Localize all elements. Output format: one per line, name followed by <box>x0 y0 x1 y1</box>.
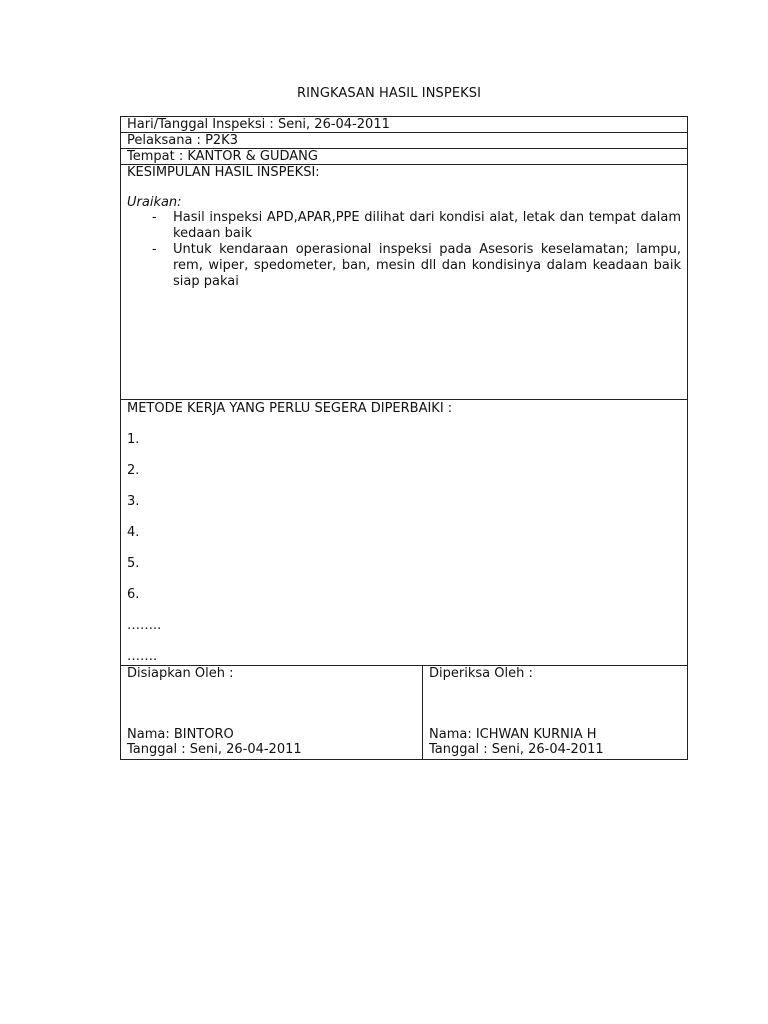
method-item: 2. <box>127 463 140 478</box>
method-item: …….. <box>127 618 162 633</box>
checked-by-label: Diperiksa Oleh : <box>429 666 533 681</box>
summary-list <box>127 210 681 290</box>
place-row: Tempat : KANTOR & GUDANG <box>121 149 687 165</box>
method-item: 6. <box>127 587 140 602</box>
summary-item-text: Untuk kendaraan operasional inspeksi pada Asesoris keselamatan; lampu, rem, wiper, spedometer, ban, mesin dll dan kondisinya dalam keadaan baik siap pakai <box>173 242 681 289</box>
bullet-marker: - <box>152 210 157 225</box>
inspection-form <box>120 116 688 760</box>
prepared-by-name: Nama: BINTORO <box>127 727 234 742</box>
signature-row <box>121 666 687 759</box>
summary-item <box>127 242 681 290</box>
method-item: 5. <box>127 556 140 571</box>
method-item: 1. <box>127 432 140 447</box>
summary-section <box>121 165 687 400</box>
summary-item-text: Hasil inspeksi APD,APAR,PPE dilihat dari kondisi alat, letak dan tempat dalam kedaan baik <box>173 210 681 241</box>
checked-by-details <box>429 727 604 757</box>
checked-by-cell <box>423 666 687 759</box>
methods-list <box>127 432 681 664</box>
method-item: 4. <box>127 525 140 540</box>
bullet-marker: - <box>152 242 157 257</box>
methods-heading: METODE KERJA YANG PERLU SEGERA DIPERBAIKI : <box>127 401 453 416</box>
methods-section <box>121 401 687 666</box>
method-item: ……. <box>127 649 158 664</box>
summary-heading: KESIMPULAN HASIL INSPEKSI: <box>127 165 320 180</box>
checked-by-date: Tanggal : Seni, 26-04-2011 <box>429 742 604 757</box>
prepared-by-cell <box>121 666 423 759</box>
summary-subheading: Uraikan: <box>127 195 182 210</box>
summary-item <box>127 210 681 242</box>
prepared-by-label: Disiapkan Oleh : <box>127 666 234 681</box>
prepared-by-details <box>127 727 302 757</box>
executor-row: Pelaksana : P2K3 <box>121 133 687 149</box>
method-item: 3. <box>127 494 140 509</box>
document-title: RINGKASAN HASIL INSPEKSI <box>296 86 482 101</box>
prepared-by-date: Tanggal : Seni, 26-04-2011 <box>127 742 302 757</box>
checked-by-name: Nama: ICHWAN KURNIA H <box>429 727 597 742</box>
inspection-date-row: Hari/Tanggal Inspeksi : Seni, 26-04-2011 <box>121 117 687 133</box>
